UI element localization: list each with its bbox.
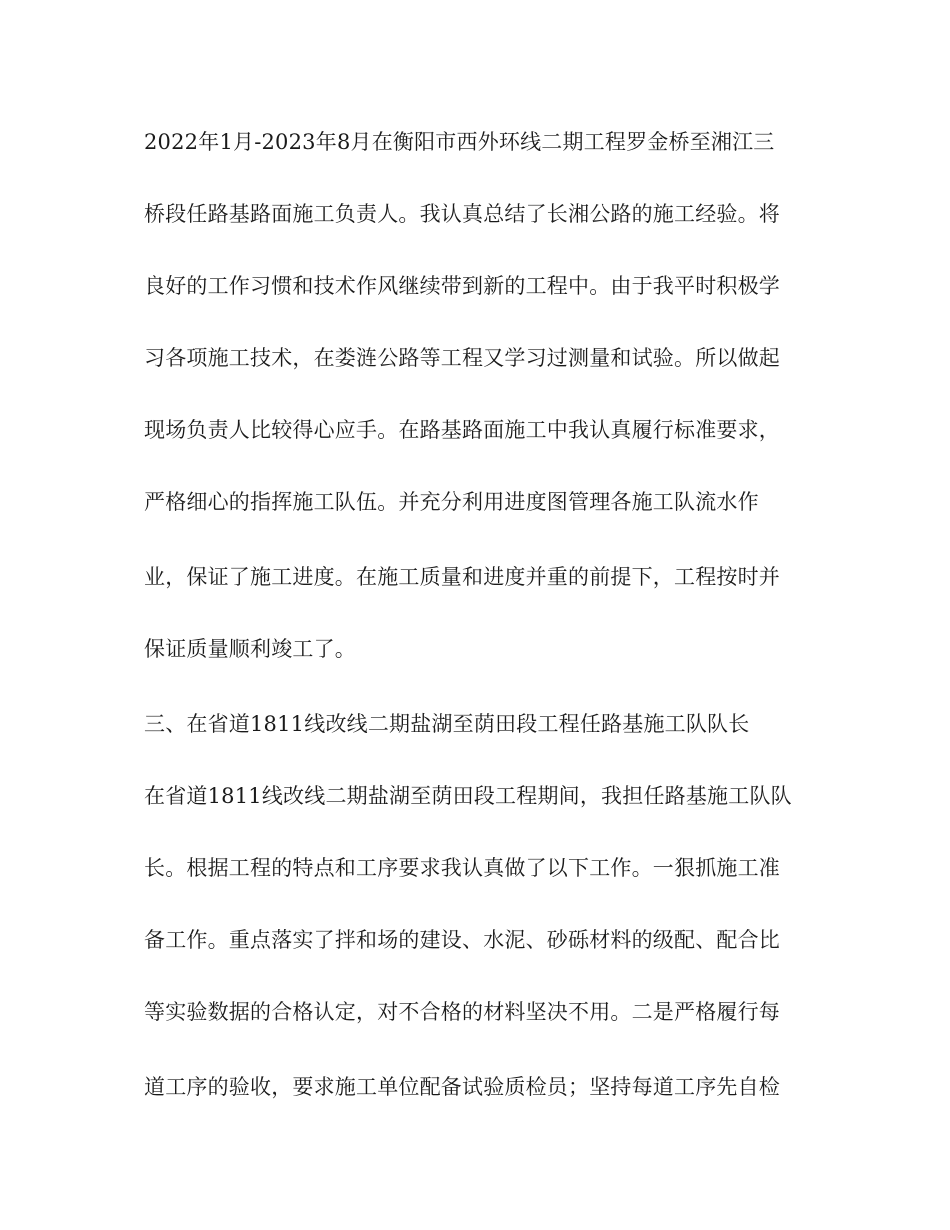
text-line: 桥段任路基路面施工负责人。我认真总结了长湘公路的施工经验。将 <box>144 202 780 226</box>
section-heading: 三、在省道1811线改线二期盐湖至荫田段工程任路基施工队队长 <box>144 712 750 736</box>
text-line: 道工序的验收，要求施工单位配备试验质检员；坚持每道工序先自检 <box>144 1075 780 1099</box>
text-line: 业，保证了施工进度。在施工质量和进度并重的前提下，工程按时并 <box>144 565 780 589</box>
text-line: 在省道1811线改线二期盐湖至荫田段工程期间，我担任路基施工队队 <box>144 784 792 808</box>
text-line: 严格细心的指挥施工队伍。并充分利用进度图管理各施工队流水作 <box>144 490 759 514</box>
text-line: 保证质量顺利竣工了。 <box>144 637 356 661</box>
text-line: 现场负责人比较得心应手。在路基路面施工中我认真履行标准要求， <box>144 418 780 442</box>
text-line: 等实验数据的合格认定，对不合格的材料坚决不用。二是严格履行每 <box>144 1000 780 1024</box>
text-line: 备工作。重点落实了拌和场的建设、水泥、砂砾材料的级配、配合比 <box>144 928 780 952</box>
text-line: 2022年1月-2023年8月在衡阳市西外环线二期工程罗金桥至湘江三 <box>144 130 775 154</box>
text-line: 良好的工作习惯和技术作风继续带到新的工程中。由于我平时积极学 <box>144 274 780 298</box>
text-line: 习各项施工技术，在娄涟公路等工程又学习过测量和试验。所以做起 <box>144 346 780 370</box>
text-line: 长。根据工程的特点和工序要求我认真做了以下工作。一狠抓施工准 <box>144 856 780 880</box>
